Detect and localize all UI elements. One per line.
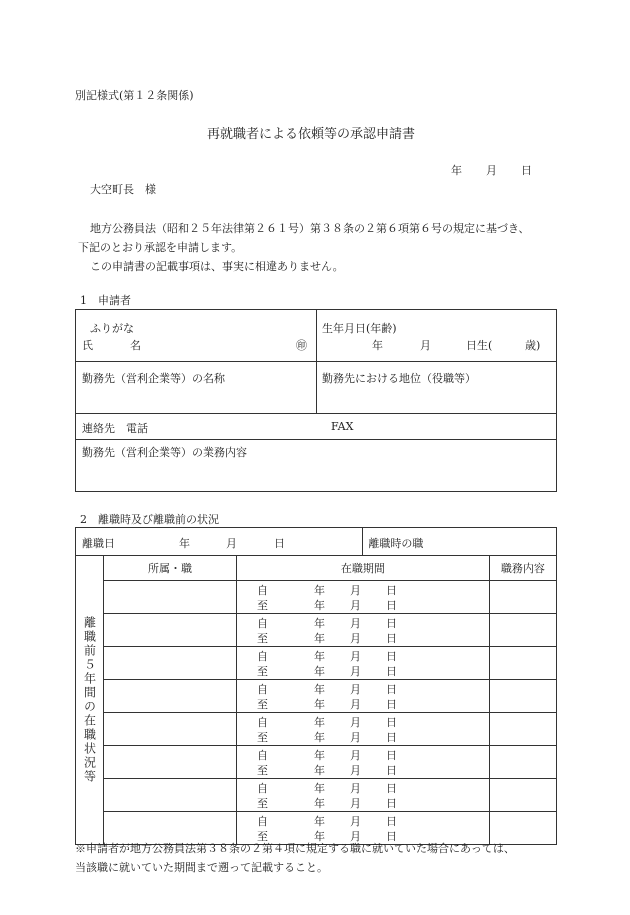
applicant-table: [75, 309, 557, 492]
page-title: 再就職者による依頼等の承認申請書: [207, 127, 416, 142]
history-dept-cell[interactable]: [104, 713, 237, 746]
addressee: 大空町長 様: [90, 183, 156, 196]
period-to-year-label: 年: [314, 830, 325, 843]
footnote-line-1: ※申請者が地方公務員法第３８条の２第４項に規定する職に就いていた場合にあっては、: [75, 842, 515, 855]
body-line-2: 下記のとおり承認を申請します。: [78, 241, 243, 254]
birth-year-label: 年: [372, 339, 383, 352]
period-to-month-label: 月: [350, 632, 361, 645]
period-from-year-label: 年: [314, 584, 325, 597]
retire-date-label: 離職日: [82, 537, 115, 550]
col-header-duties: [489, 556, 556, 581]
period-from-label: 自: [257, 617, 268, 630]
history-row: [76, 713, 557, 746]
col-dept-label: 所属・職: [148, 562, 192, 575]
period-from-month-label: 月: [350, 716, 361, 729]
history-dept-cell[interactable]: [104, 779, 237, 812]
history-duties-cell[interactable]: [489, 779, 556, 812]
period-to-month-label: 月: [350, 665, 361, 678]
employer-position-cell[interactable]: [317, 362, 557, 414]
period-to-label: 至: [257, 665, 268, 678]
period-from-year-label: 年: [314, 749, 325, 762]
body-line-3: この申請書の記載事項は、事実に相違ありません。: [90, 260, 344, 273]
period-from-year-label: 年: [314, 683, 325, 696]
period-from-day-label: 日: [386, 584, 397, 597]
period-to-day-label: 日: [386, 698, 397, 711]
period-to-day-label: 日: [386, 764, 397, 777]
employer-position-label: 勤務先における地位（役職等）: [322, 372, 476, 385]
period-from-label: 自: [257, 782, 268, 795]
name-label-2: 名: [130, 339, 141, 352]
history-dept-cell[interactable]: [104, 647, 237, 680]
period-from-month-label: 月: [350, 683, 361, 696]
contact-cell[interactable]: [76, 414, 557, 440]
period-to-label: 至: [257, 830, 268, 843]
birth-month-label: 月: [420, 339, 431, 352]
period-to-day-label: 日: [386, 665, 397, 678]
history-period-cell[interactable]: [237, 614, 490, 647]
retire-year-label: 年: [179, 537, 190, 550]
history-duties-cell[interactable]: [489, 614, 556, 647]
period-to-label: 至: [257, 632, 268, 645]
period-from-month-label: 月: [350, 782, 361, 795]
body-line-1: 地方公務員法（昭和２５年法律第２６１号）第３８条の２第６項第６号の規定に基づき、: [90, 222, 530, 235]
history-row: [76, 746, 557, 779]
period-from-year-label: 年: [314, 716, 325, 729]
period-to-year-label: 年: [314, 731, 325, 744]
period-from-day-label: 日: [386, 617, 397, 630]
retire-month-label: 月: [226, 537, 237, 550]
period-to-month-label: 月: [350, 797, 361, 810]
name-cell[interactable]: [76, 310, 317, 362]
birth-day-label: 日生(: [466, 339, 493, 352]
period-from-year-label: 年: [314, 815, 325, 828]
retire-date-cell[interactable]: [76, 528, 363, 556]
history-period-cell[interactable]: [237, 581, 490, 614]
employment-history-table: [75, 527, 557, 845]
period-from-year-label: 年: [314, 617, 325, 630]
period-to-day-label: 日: [386, 632, 397, 645]
period-from-day-label: 日: [386, 716, 397, 729]
history-dept-cell[interactable]: [104, 614, 237, 647]
period-to-month-label: 月: [350, 830, 361, 843]
period-to-day-label: 日: [386, 599, 397, 612]
period-from-label: 自: [257, 683, 268, 696]
section1-heading: 1 申請者: [80, 294, 131, 307]
period-to-year-label: 年: [314, 797, 325, 810]
footnote-line-2: 当該職に就いていた期間まで遡って記載すること。: [75, 861, 328, 874]
side-label-cell: [76, 556, 104, 845]
period-to-label: 至: [257, 764, 268, 777]
period-to-year-label: 年: [314, 764, 325, 777]
history-dept-cell[interactable]: [104, 746, 237, 779]
col-duties-label: 職務内容: [500, 562, 545, 575]
birth-label: 生年月日(年齢): [322, 322, 397, 335]
birth-age-label: 歳): [525, 339, 541, 352]
period-from-month-label: 月: [350, 815, 361, 828]
history-duties-cell[interactable]: [489, 713, 556, 746]
side-label: 離職前５年間の在職状況等: [82, 616, 97, 784]
history-period-cell[interactable]: [237, 779, 490, 812]
period-to-label: 至: [257, 731, 268, 744]
period-to-day-label: 日: [386, 830, 397, 843]
col-header-dept: [104, 556, 237, 581]
period-from-year-label: 年: [314, 650, 325, 663]
period-from-month-label: 月: [350, 650, 361, 663]
col-period-label: 在職期間: [340, 562, 385, 575]
period-to-label: 至: [257, 797, 268, 810]
period-from-year-label: 年: [314, 782, 325, 795]
period-to-day-label: 日: [386, 797, 397, 810]
period-from-month-label: 月: [350, 749, 361, 762]
period-from-month-label: 月: [350, 584, 361, 597]
period-to-label: 至: [257, 698, 268, 711]
history-period-cell[interactable]: [237, 746, 490, 779]
period-to-month-label: 月: [350, 764, 361, 777]
furigana-label: ふりがな: [90, 322, 134, 335]
period-from-day-label: 日: [386, 782, 397, 795]
history-row: [76, 680, 557, 713]
history-period-cell[interactable]: [237, 647, 490, 680]
form-reference: 別記様式(第１２条関係): [75, 89, 194, 102]
period-from-month-label: 月: [350, 617, 361, 630]
period-to-year-label: 年: [314, 632, 325, 645]
period-to-year-label: 年: [314, 698, 325, 711]
history-duties-cell[interactable]: [489, 680, 556, 713]
period-to-year-label: 年: [314, 665, 325, 678]
birth-cell[interactable]: [317, 310, 557, 362]
history-duties-cell[interactable]: [489, 746, 556, 779]
contact-phone-label: 連絡先 電話: [82, 422, 148, 435]
section2-heading: 2 離職時及び離職前の状況: [80, 513, 219, 526]
period-to-day-label: 日: [386, 731, 397, 744]
history-period-cell[interactable]: [237, 680, 490, 713]
period-to-month-label: 月: [350, 599, 361, 612]
seal-mark: ㊞: [296, 339, 307, 352]
period-from-day-label: 日: [386, 749, 397, 762]
period-to-month-label: 月: [350, 698, 361, 711]
period-from-day-label: 日: [386, 683, 397, 696]
history-row: [76, 647, 557, 680]
period-to-month-label: 月: [350, 731, 361, 744]
employer-business-cell[interactable]: [76, 440, 557, 492]
period-to-label: 至: [257, 599, 268, 612]
history-row: [76, 614, 557, 647]
period-from-label: 自: [257, 749, 268, 762]
period-from-day-label: 日: [386, 650, 397, 663]
retire-day-label: 日: [274, 537, 285, 550]
retire-post-cell[interactable]: [363, 528, 557, 556]
retire-post-label: 離職時の職: [368, 537, 424, 550]
history-duties-cell[interactable]: [489, 581, 556, 614]
period-to-year-label: 年: [314, 599, 325, 612]
history-dept-cell[interactable]: [104, 581, 237, 614]
date-day-label: 日: [521, 164, 532, 177]
name-label-1: 氏: [82, 339, 93, 352]
period-from-day-label: 日: [386, 815, 397, 828]
employer-name-cell[interactable]: [76, 362, 317, 414]
history-row: [76, 581, 557, 614]
employer-name-label: 勤務先（営利企業等）の名称: [82, 372, 225, 385]
history-row: [76, 779, 557, 812]
history-duties-cell[interactable]: [489, 647, 556, 680]
history-period-cell[interactable]: [237, 713, 490, 746]
period-from-label: 自: [257, 815, 268, 828]
col-header-period: [237, 556, 490, 581]
history-dept-cell[interactable]: [104, 680, 237, 713]
period-from-label: 自: [257, 650, 268, 663]
period-from-label: 自: [257, 716, 268, 729]
period-from-label: 自: [257, 584, 268, 597]
employer-business-label: 勤務先（営利企業等）の業務内容: [82, 446, 247, 459]
contact-fax-label: FAX: [331, 420, 354, 433]
date-month-label: 月: [486, 164, 497, 177]
date-year-label: 年: [451, 164, 462, 177]
